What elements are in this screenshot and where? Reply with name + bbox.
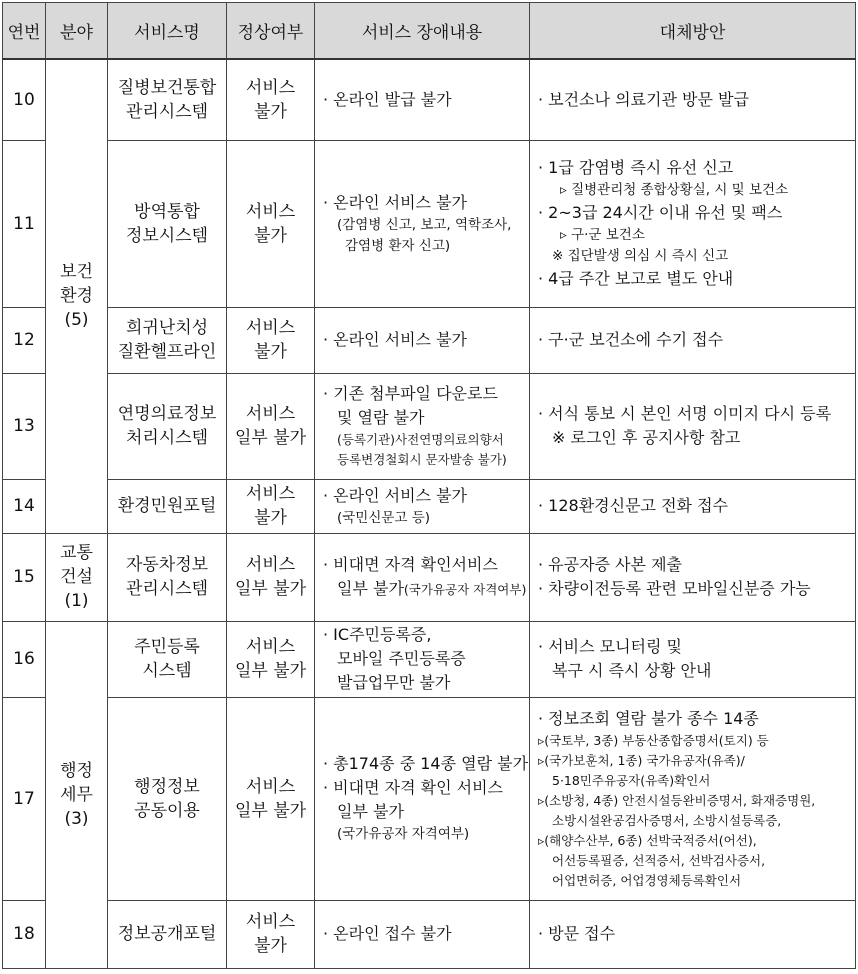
header-row — [3, 3, 856, 60]
cell-text-line: (감염병 신고, 보고, 역학조사, — [337, 216, 512, 233]
service-name — [108, 140, 227, 307]
cell-text-line: 발급업무만 불가 — [337, 673, 451, 692]
service-name — [108, 900, 227, 968]
cell-text-line: 5·18민주유공자(유족)확인서 — [552, 772, 711, 788]
cell-text-line: 복구 시 즉시 상황 안내 — [552, 661, 712, 680]
alternative-cell — [530, 307, 856, 373]
cell-text-line: · 서식 통보 시 본인 서명 이미지 다시 등록 — [538, 404, 832, 423]
header-category: 분야 — [46, 3, 108, 60]
header-status: 정상여부 — [227, 3, 315, 60]
cell-text-line: · 2~3급 24시간 이내 유선 및 팩스 — [538, 203, 783, 222]
cell-text-line: · 온라인 서비스 불가 — [323, 330, 467, 349]
cell-text-line: 질환헬프라인 — [117, 342, 217, 362]
cell-text-line: 연명의료정보 — [117, 404, 217, 424]
cell-text-line: 교통 — [60, 543, 93, 563]
cell-text-line: 공동이용 — [134, 800, 200, 821]
row-no: 13 — [3, 373, 46, 479]
cell-text-line: 소방시설완공검사증명서, 소방시설등록증, — [552, 812, 782, 828]
cell-text-line: ※ 로그인 후 공지사항 참고 — [552, 428, 741, 447]
category-cell — [46, 533, 108, 621]
issue-cell — [315, 307, 530, 373]
cell-text-line: · 128환경신문고 전화 접수 — [538, 496, 728, 515]
service-name — [108, 621, 227, 697]
cell-text-line: 서비스 — [245, 201, 296, 222]
table-row — [3, 900, 856, 968]
header-issue: 서비스 장애내용 — [315, 3, 530, 60]
cell-text-line: 일부 불가(국가유공자 자격여부) — [337, 579, 527, 598]
status-cell — [227, 621, 315, 697]
issue-cell — [315, 533, 530, 621]
issue-cell — [315, 373, 530, 479]
status-cell — [227, 59, 315, 140]
cell-text-line: 불가 — [254, 342, 287, 362]
cell-text-line: (1) — [64, 591, 89, 611]
header-service-name: 서비스명 — [108, 3, 227, 60]
issue-cell — [315, 59, 530, 140]
header-alternative: 대체방안 — [530, 3, 856, 60]
table-row — [3, 59, 856, 140]
alternative-cell — [530, 697, 856, 900]
service-name — [108, 373, 227, 479]
cell-text-line: (국민신문고 등) — [337, 509, 431, 526]
row-no: 12 — [3, 307, 46, 373]
status-cell — [227, 140, 315, 307]
cell-text-line: 서비스 — [245, 637, 296, 657]
cell-text-line: 처리시스템 — [125, 428, 209, 448]
cell-text-line: ▹ 구·군 보건소 — [560, 227, 645, 243]
cell-text-line: 서비스 — [245, 318, 296, 338]
cell-text-line: 세무 — [60, 784, 93, 805]
service-name — [108, 697, 227, 900]
cell-text-line: 환경민원포털 — [117, 496, 217, 516]
cell-text-line: ▹ 질병관리청 종합상황실, 시 및 보건소 — [560, 182, 789, 198]
row-no: 14 — [3, 479, 46, 533]
issue-cell — [315, 900, 530, 968]
row-no: 16 — [3, 621, 46, 697]
row-no: 11 — [3, 140, 46, 307]
cell-text-line: (3) — [64, 808, 89, 829]
cell-text-line: 일부 불가 — [337, 802, 404, 821]
cell-text-line: ▹(국가보훈처, 1종) 국가유공자(유족)/ — [538, 752, 745, 768]
cell-text-line: 불가 — [254, 101, 287, 122]
row-no: 18 — [3, 900, 46, 968]
cell-text-line: 등록변경철회시 문자발송 불가) — [337, 452, 507, 467]
cell-text-line: · 구·군 보건소에 수기 접수 — [538, 330, 724, 349]
status-cell — [227, 307, 315, 373]
cell-text-line: · 온라인 서비스 불가 — [323, 485, 467, 505]
status-cell — [227, 697, 315, 900]
service-name — [108, 59, 227, 140]
alternative-cell — [530, 59, 856, 140]
cell-text-line: · 서비스 모니터링 및 — [538, 637, 682, 656]
cell-text-line: · IC주민등록증, — [323, 625, 432, 644]
cell-text-line: 일부 불가 — [234, 428, 307, 448]
cell-text-line: 서비스 — [245, 484, 296, 504]
alternative-cell — [530, 140, 856, 307]
table-row — [3, 140, 856, 307]
cell-text-line: 행정정보 — [134, 776, 200, 797]
category-cell — [46, 59, 108, 533]
cell-text-line: · 비대면 자격 확인 서비스 — [323, 778, 503, 797]
cell-text-line: 방역통합 — [134, 201, 200, 222]
table-row — [3, 697, 856, 900]
service-name — [108, 533, 227, 621]
cell-text-line: · 유공자증 사본 제출 — [538, 555, 682, 574]
alternative-cell — [530, 479, 856, 533]
cell-text-line: · 온라인 접수 불가 — [323, 924, 452, 943]
cell-text-line: · 정보조회 열람 불가 종수 14종 — [538, 708, 759, 728]
cell-text-line: · 비대면 자격 확인서비스 — [323, 555, 498, 574]
cell-text-line: (국가유공자 자격여부) — [337, 826, 470, 842]
cell-text-line: 희귀난치성 — [125, 318, 209, 338]
service-outage-table — [2, 2, 856, 969]
cell-text-line: 주민등록 — [134, 637, 200, 657]
cell-text-line: 어선등록필증, 선적증서, 선박검사증서, — [552, 852, 766, 868]
cell-text-line: · 4급 주간 보고로 별도 안내 — [538, 269, 734, 288]
cell-text-line: 서비스 — [245, 776, 296, 797]
cell-text-line: ▹(해양수산부, 6종) 선박국적증서(어선), — [538, 832, 757, 848]
cell-text-line: 질병보건통합 — [117, 77, 217, 98]
cell-text-line: · 1급 감염병 즉시 유선 신고 — [538, 158, 734, 177]
cell-text-line: 어업면허증, 어업경영체등록확인서 — [552, 872, 742, 888]
cell-text-line: 불가 — [254, 508, 287, 528]
cell-text-line: ▹(국토부, 3종) 부동산종합증명서(토지) 등 — [538, 732, 769, 748]
cell-text-line: 건설 — [60, 567, 93, 587]
cell-text-line: 시스템 — [142, 661, 192, 681]
issue-cell — [315, 479, 530, 533]
cell-text-line: (등록기관)사전연명의료의향서 — [337, 432, 504, 447]
cell-text-line: · 기존 첨부파일 다운로드 — [323, 384, 498, 403]
cell-text-line: 서비스 — [245, 912, 296, 932]
cell-text-line: 서비스 — [245, 404, 296, 424]
status-cell — [227, 900, 315, 968]
cell-text-line: 환경 — [60, 286, 93, 307]
cell-text-line: 일부 불가 — [234, 661, 307, 681]
cell-text-line: (5) — [64, 310, 89, 331]
cell-text-line: · 방문 접수 — [538, 924, 616, 943]
cell-text-line: 정보공개포털 — [117, 924, 217, 944]
status-cell — [227, 373, 315, 479]
table-row — [3, 479, 856, 533]
table-row — [3, 307, 856, 373]
cell-text-line: 일부 불가 — [234, 800, 307, 821]
cell-text-line: 서비스 — [245, 77, 296, 98]
cell-text-line: · 총174종 중 14종 열람 불가 — [323, 754, 529, 773]
cell-text-line: · 온라인 서비스 불가 — [323, 192, 467, 212]
alternative-cell — [530, 900, 856, 968]
cell-text-line: 감염병 환자 신고) — [345, 237, 451, 254]
cell-text-line: 모바일 주민등록증 — [337, 649, 466, 668]
status-cell — [227, 533, 315, 621]
cell-text-line: · 온라인 발급 불가 — [323, 89, 452, 109]
table-row — [3, 621, 856, 697]
cell-text-line: ※ 집단발생 의심 시 즉시 신고 — [552, 248, 729, 264]
cell-text-line: 불가 — [254, 225, 287, 246]
table-row — [3, 373, 856, 479]
header-no: 연번 — [3, 3, 46, 60]
cell-text-line: 일부 불가 — [234, 579, 307, 599]
issue-cell — [315, 621, 530, 697]
cell-text-line: 불가 — [254, 936, 287, 956]
issue-cell — [315, 140, 530, 307]
row-no: 10 — [3, 59, 46, 140]
row-no: 15 — [3, 533, 46, 621]
cell-text-line: 행정 — [60, 760, 93, 781]
category-cell — [46, 621, 108, 968]
issue-cell — [315, 697, 530, 900]
row-no: 17 — [3, 697, 46, 900]
cell-text-line: 자동차정보 — [125, 555, 209, 575]
table-row — [3, 533, 856, 621]
alternative-cell — [530, 373, 856, 479]
cell-text-line: · 차량이전등록 관련 모바일신분증 가능 — [538, 579, 811, 598]
cell-text-line: ▹(소방청, 4종) 안전시설등완비증명서, 화재증명원, — [538, 792, 816, 808]
cell-text-line: 정보시스템 — [125, 225, 209, 246]
service-name — [108, 307, 227, 373]
cell-text-line: · 보건소나 의료기관 방문 발급 — [538, 89, 749, 109]
cell-text-line: 서비스 — [245, 555, 296, 575]
alternative-cell — [530, 621, 856, 697]
status-cell — [227, 479, 315, 533]
cell-text-line: 관리시스템 — [125, 101, 209, 122]
service-name — [108, 479, 227, 533]
alternative-cell — [530, 533, 856, 621]
cell-text-line: 및 열람 불가 — [337, 408, 425, 427]
cell-text-line: 관리시스템 — [125, 579, 209, 599]
cell-text-line: 보건 — [60, 262, 93, 283]
